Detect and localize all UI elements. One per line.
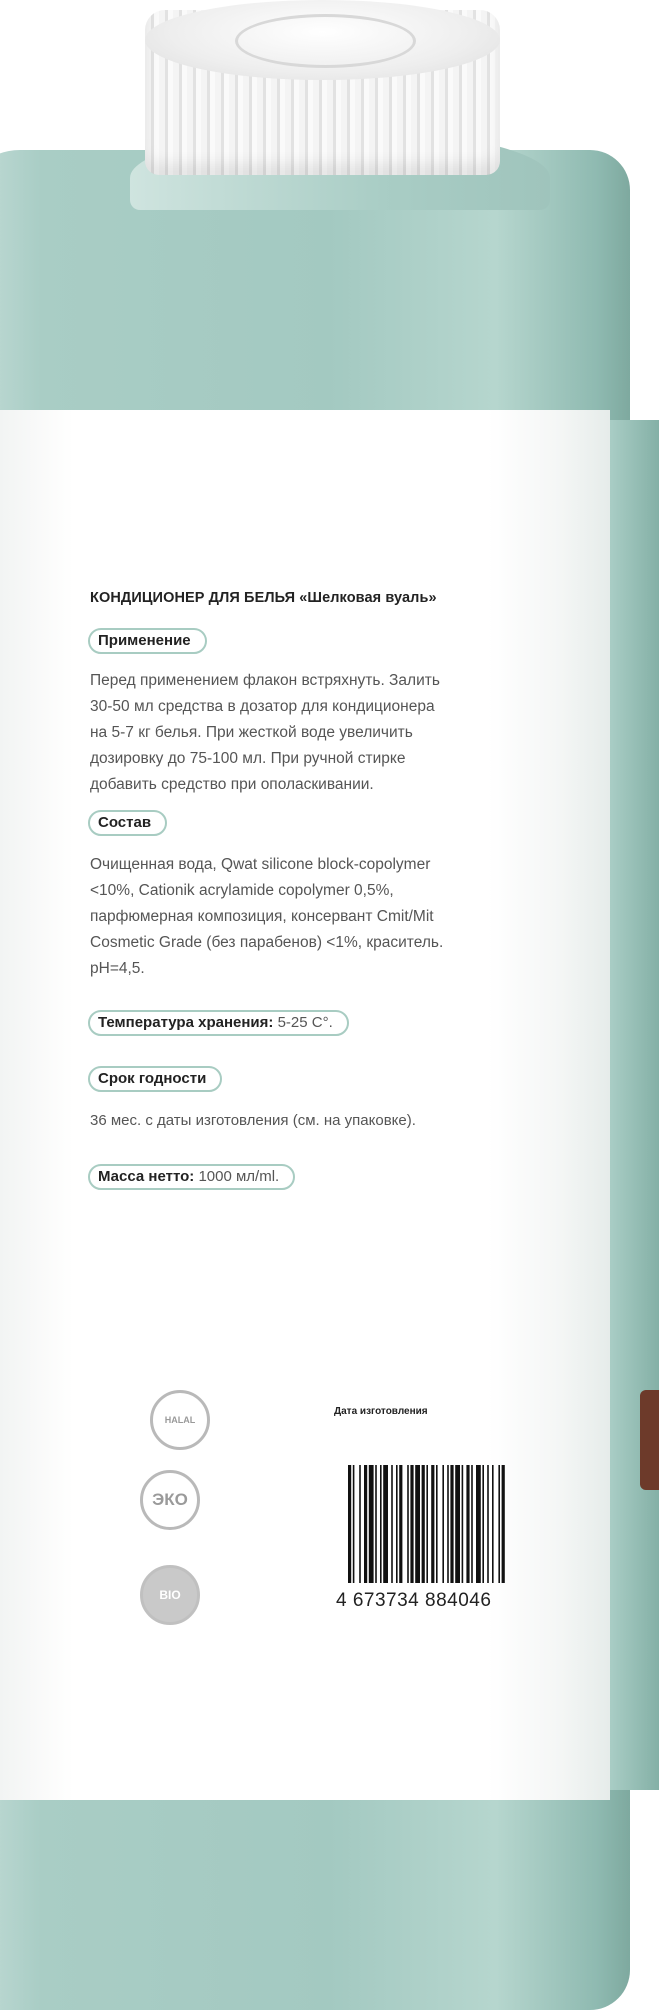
manufacture-date-label: Дата изготовления <box>334 1406 428 1417</box>
shelf-life-heading: Срок годности <box>88 1066 222 1092</box>
barcode-bar <box>476 1465 481 1583</box>
barcode-bar <box>447 1465 449 1583</box>
barcode-bar <box>502 1465 505 1583</box>
bio-mark: BIO <box>140 1565 200 1625</box>
application-text <box>90 668 440 798</box>
product-label <box>0 410 610 1800</box>
label-side-mark <box>640 1390 659 1490</box>
barcode-bar <box>442 1465 444 1583</box>
product-title: КОНДИЦИОНЕР ДЛЯ БЕЛЬЯ «Шелковая вуаль» <box>90 590 437 606</box>
shelf-life-text: 36 мес. с даты изготовления (см. на упаковке). <box>90 1112 416 1129</box>
barcode-bar <box>487 1465 489 1583</box>
barcode-bar <box>471 1465 473 1583</box>
barcode-bar <box>399 1465 402 1583</box>
composition-line: парфюмерная композиция, консервант Cmit/Mit <box>90 908 434 925</box>
bottle-side-edge <box>610 420 659 1790</box>
barcode-bar <box>450 1465 453 1583</box>
barcode-bar <box>380 1465 382 1583</box>
application-line: на 5-7 кг белья. При жесткой воде увеличить <box>90 724 413 741</box>
composition-line: Cosmetic Grade (без парабенов) <1%, краситель. <box>90 934 444 951</box>
barcode-bar <box>369 1465 374 1583</box>
barcode-bar <box>364 1465 367 1583</box>
cap-emboss-logo <box>235 14 416 68</box>
application-line: дозировку до 75-100 мл. При ручной стирке <box>90 750 406 767</box>
barcode-bar <box>492 1465 494 1583</box>
barcode-bar <box>410 1465 413 1583</box>
barcode-bar <box>375 1465 377 1583</box>
barcode-bar <box>353 1465 355 1583</box>
eco-mark: ЭКО <box>140 1470 200 1530</box>
storage-temperature: Температура хранения: 5-25 С°. <box>88 1010 349 1036</box>
halal-mark: HALAL <box>150 1390 210 1450</box>
barcode-bar <box>455 1465 460 1583</box>
barcode-bar <box>482 1465 484 1583</box>
barcode-bar <box>391 1465 393 1583</box>
barcode-bar <box>426 1465 428 1583</box>
application-line: 30-50 мл средства в дозатор для кондиционера <box>90 698 435 715</box>
barcode-bar <box>359 1465 361 1583</box>
composition-line: pH=4,5. <box>90 960 145 977</box>
barcode-bar <box>348 1465 351 1583</box>
application-heading: Применение <box>88 628 207 654</box>
composition-text <box>90 852 443 982</box>
composition-heading: Состав <box>88 810 167 836</box>
composition-line: <10%, Cationik acrylamide copolymer 0,5%, <box>90 882 394 899</box>
barcode-bar <box>498 1465 500 1583</box>
barcode-bar <box>466 1465 469 1583</box>
barcode-bar <box>396 1465 398 1583</box>
barcode-bar <box>462 1465 464 1583</box>
barcode-digits: 4 673734 884046 <box>336 1590 492 1611</box>
application-line: Перед применением флакон встряхнуть. Залить <box>90 672 440 689</box>
composition-line: Очищенная вода, Qwat silicone block-copolymer <box>90 856 431 873</box>
net-mass: Масса нетто: 1000 мл/ml. <box>88 1164 295 1190</box>
barcode-bar <box>436 1465 438 1583</box>
barcode-bar <box>407 1465 409 1583</box>
barcode-bar <box>415 1465 420 1583</box>
barcode-bar <box>422 1465 425 1583</box>
barcode-bar <box>383 1465 388 1583</box>
barcode-bar <box>431 1465 434 1583</box>
barcode <box>348 1465 553 1583</box>
application-line: добавить средство при ополаскивании. <box>90 776 374 793</box>
